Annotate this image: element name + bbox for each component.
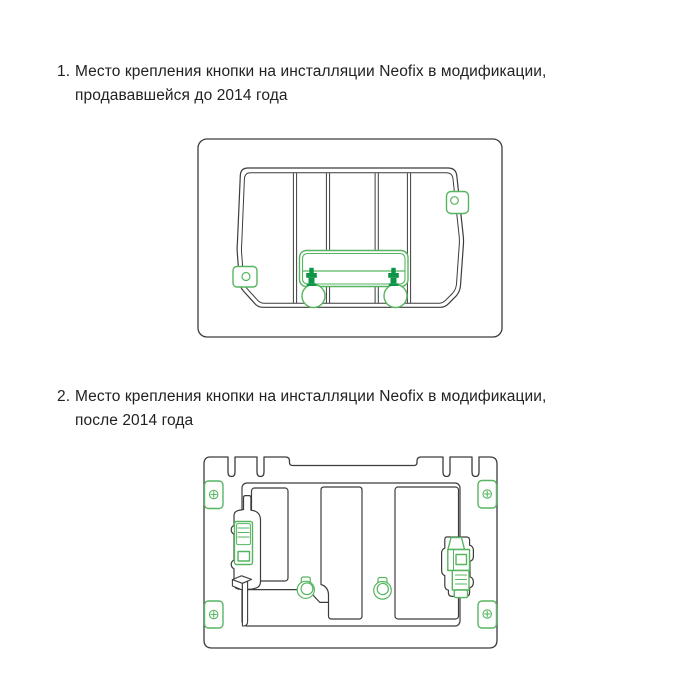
screw-icon-top-left (210, 490, 218, 498)
screw-icon-bottom-left (210, 610, 218, 618)
left-mount-tab (233, 267, 257, 288)
caption-1-line-2: продававшейся до 2014 года (75, 87, 288, 104)
caption-2-line-2: после 2014 года (75, 412, 194, 429)
list-number-2: 2. (57, 388, 71, 405)
pushrod-seat-left (302, 285, 325, 308)
diagram-neofix-post-2014 (200, 453, 501, 654)
caption-2-line-1: Место крепления кнопки на инсталляции Neofix в модификации, (75, 388, 547, 405)
diagram-neofix-pre-2014 (196, 137, 504, 341)
caption-1 (57, 60, 617, 108)
caption-1-text (75, 60, 546, 108)
pushrod-seat-right (384, 285, 407, 308)
screw-icon-bottom-right (483, 610, 491, 618)
right-mount-tab (447, 192, 469, 214)
caption-1-line-1: Место крепления кнопки на инсталляции Neofix в модификации, (75, 63, 547, 80)
list-number-1: 1. (57, 63, 71, 80)
caption-2 (57, 385, 617, 433)
button-latch-left (235, 522, 253, 565)
screw-icon-top-right (483, 490, 491, 498)
caption-2-text (75, 385, 546, 433)
